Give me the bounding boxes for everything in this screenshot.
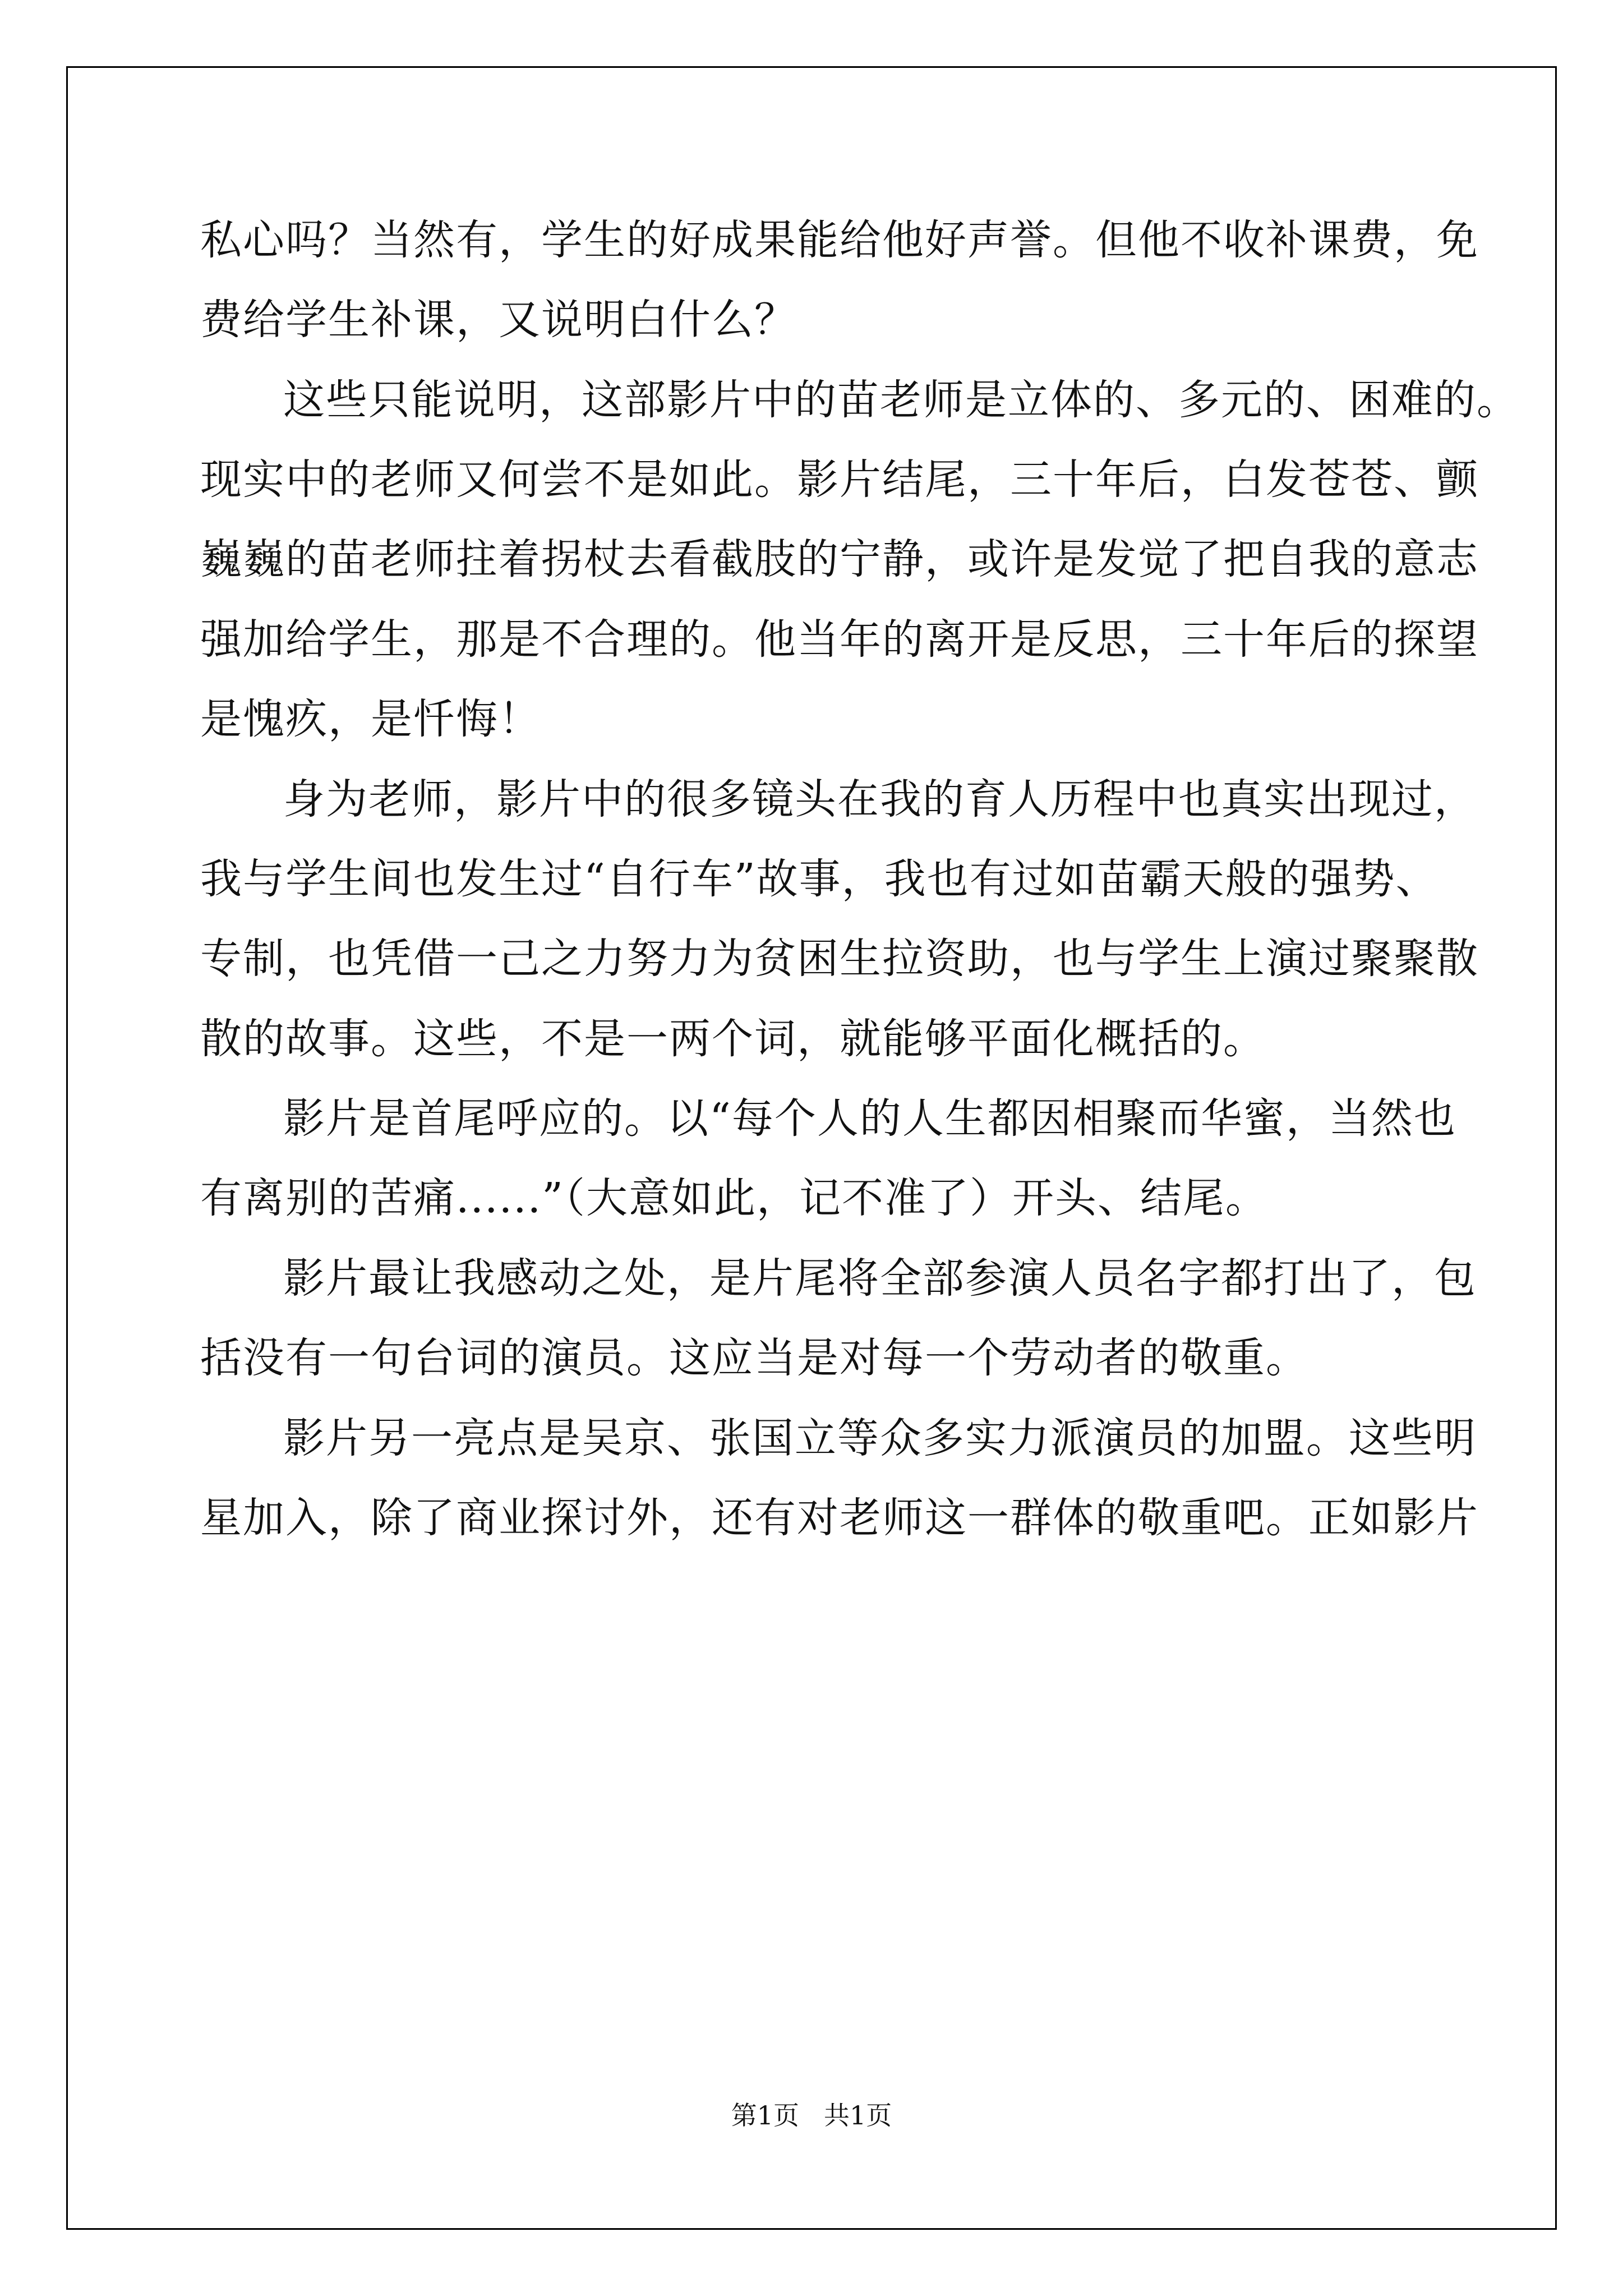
- page-footer: [0, 2099, 1623, 2132]
- text-line: 私心吗？当然有，学生的好成果能给他好声誉。但他不收补课费，免: [200, 216, 1479, 264]
- paragraph-first-line: 影片最让我感动之处，是片尾将全部参演人员名字都打出了，包: [283, 1254, 1477, 1303]
- paragraph-first-line: 身为老师，影片中的很多镜头在我的育人历程中也真实出现过，: [283, 775, 1477, 823]
- paragraph-first-line: 影片另一亮点是吴京、张国立等众多实力派演员的加盟。这些明: [283, 1414, 1477, 1462]
- paragraph-first-line: 影片是首尾呼应的。以“每个人的人生都因相聚而华蜜，当然也: [283, 1094, 1456, 1143]
- paragraph-first-line: 这些只能说明，这部影片中的苗老师是立体的、多元的、困难的。: [283, 376, 1519, 424]
- text-line: 我与学生间也发生过“自行车”故事，我也有过如苗霸天般的强势、: [200, 855, 1438, 903]
- text-line: 专制，也凭借一己之力努力为贫困生拉资助，也与学生上演过聚聚散: [200, 935, 1479, 983]
- text-line: 强加给学生，那是不合理的。他当年的离开是反思，三十年后的探望: [200, 615, 1479, 664]
- text-line: 是愧疚，是忏悔！: [200, 695, 541, 743]
- text-line: 有离别的苦痛......”（大意如此，记不准了）开头、结尾。: [200, 1174, 1268, 1222]
- page-number-current: 第1页: [731, 2100, 799, 2131]
- text-line: 费给学生补课，又说明白什么？: [200, 296, 797, 344]
- page-number-total: 共1页: [824, 2100, 892, 2131]
- text-line: 巍巍的苗老师拄着拐杖去看截肢的宁静，或许是发觉了把自我的意志: [200, 535, 1479, 583]
- text-line: 括没有一句台词的演员。这应当是对每一个劳动者的敬重。: [200, 1334, 1308, 1382]
- text-line: 散的故事。这些，不是一两个词，就能够平面化概括的。: [200, 1015, 1266, 1063]
- text-line: 星加入，除了商业探讨外，还有对老师这一群体的敬重吧。正如影片: [200, 1494, 1479, 1542]
- text-line: 现实中的老师又何尝不是如此。影片结尾，三十年后，白发苍苍、颤: [200, 455, 1479, 504]
